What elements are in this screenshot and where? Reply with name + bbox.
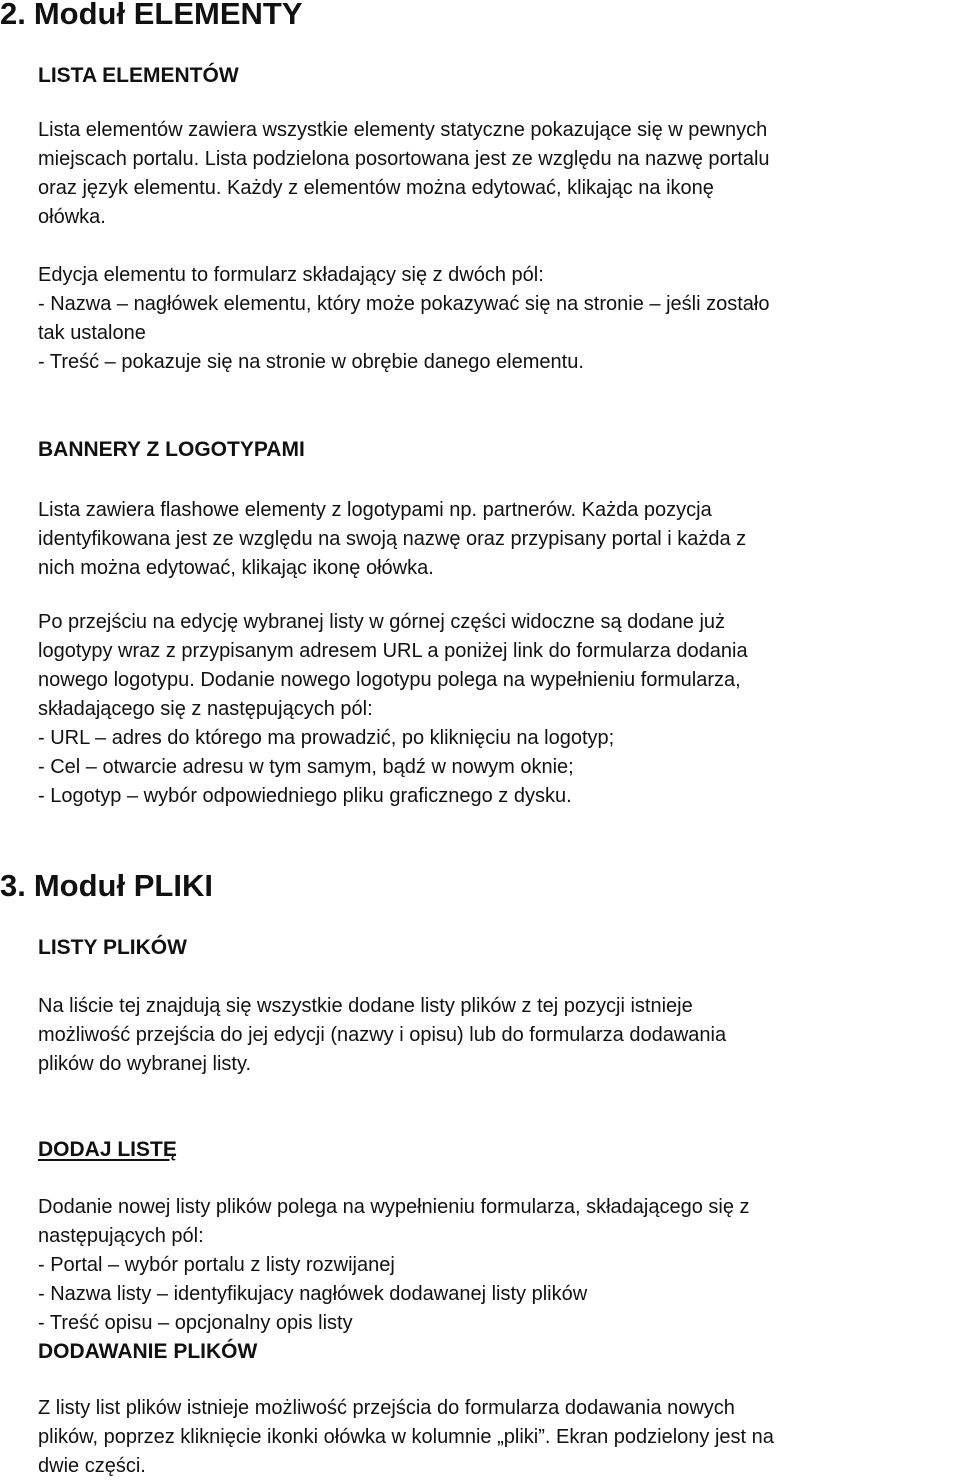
section-2-heading (0, 0, 303, 32)
dodaj-liste-paragraph (38, 1193, 958, 1338)
text-line: Dodanie nowej listy plików polega na wypełnieniu formularza, składającego się z (38, 1196, 750, 1218)
section-2-number: 2. (0, 0, 26, 31)
text-line: składającego się z następujących pól: (38, 698, 373, 720)
text-line: Lista elementów zawiera wszystkie elementy statyczne pokazujące się w pewnych (38, 119, 768, 141)
text-line: ołówka. (38, 206, 106, 228)
text-line: logotypy wraz z przypisanym adresem URL a poniżej link do formularza dodania (38, 640, 748, 662)
text-line: Na liście tej znajdują się wszystkie dodane listy plików z tej pozycji istnieje (38, 995, 693, 1017)
text-line: - Cel – otwarcie adresu w tym samym, bądź w nowym oknie; (38, 756, 574, 778)
dodawanie-plikow-heading: DODAWANIE PLIKÓW (38, 1340, 258, 1363)
dodaj-liste-heading: DODAJ LISTĘ (38, 1138, 177, 1161)
text-line: możliwość przejścia do jej edycji (nazwy i opisu) lub do formularza dodawania (38, 1024, 727, 1046)
text-line: - Logotyp – wybór odpowiedniego pliku graficznego z dysku. (38, 785, 572, 807)
bannery-heading: BANNERY Z LOGOTYPAMI (38, 438, 305, 461)
text-line: - URL – adres do którego ma prowadzić, po kliknięciu na logotyp; (38, 727, 615, 749)
bannery-paragraph-1 (38, 496, 958, 583)
text-line: identyfikowana jest ze względu na swoją nazwę oraz przypisany portal i każda z (38, 528, 747, 550)
text-line: Lista zawiera flashowe elementy z logotypami np. partnerów. Każda pozycja (38, 499, 712, 521)
text-line: nich można edytować, klikając ikonę ołówka. (38, 557, 434, 579)
listy-plikow-paragraph (38, 992, 958, 1079)
text-line: następujących pól: (38, 1225, 204, 1247)
text-line: tak ustalone (38, 322, 146, 344)
text-line: Edycja elementu to formularz składający się z dwóch pól: (38, 264, 544, 286)
text-line: plików do wybranej listy. (38, 1053, 252, 1075)
lista-elementow-heading: LISTA ELEMENTÓW (38, 64, 239, 87)
section-3-number: 3. (0, 868, 26, 903)
listy-plikow-heading: LISTY PLIKÓW (38, 936, 187, 959)
text-line: - Treść opisu – opcjonalny opis listy (38, 1312, 353, 1334)
text-line: - Portal – wybór portalu z listy rozwijanej (38, 1254, 395, 1276)
text-line: miejscach portalu. Lista podzielona posortowana jest ze względu na nazwę portalu (38, 148, 770, 170)
text-line: oraz język elementu. Każdy z elementów można edytować, klikając na ikonę (38, 177, 714, 199)
text-line: dwie części. (38, 1455, 146, 1477)
lista-elementow-paragraph-2 (38, 261, 958, 377)
dodawanie-plikow-paragraph (38, 1394, 958, 1481)
lista-elementow-paragraph-1 (38, 116, 958, 232)
text-line: - Treść – pokazuje się na stronie w obrębie danego elementu. (38, 351, 584, 373)
text-line: - Nazwa listy – identyfikujacy nagłówek dodawanej listy plików (38, 1283, 588, 1305)
section-2-title: Moduł ELEMENTY (33, 0, 303, 31)
text-line: - Nazwa – nagłówek elementu, który może pokazywać się na stronie – jeśli zostało (38, 293, 770, 315)
section-3-title: Moduł PLIKI (33, 868, 213, 903)
text-line: Z listy list plików istnieje możliwość przejścia do formularza dodawania nowych (38, 1397, 735, 1419)
text-line: plików, poprzez kliknięcie ikonki ołówka w kolumnie „pliki”. Ekran podzielony jest na (38, 1426, 774, 1448)
bannery-paragraph-2 (38, 608, 958, 811)
text-line: nowego logotypu. Dodanie nowego logotypu polega na wypełnieniu formularza, (38, 669, 741, 691)
section-3-heading (0, 868, 213, 904)
text-line: Po przejściu na edycję wybranej listy w górnej części widoczne są dodane już (38, 611, 726, 633)
